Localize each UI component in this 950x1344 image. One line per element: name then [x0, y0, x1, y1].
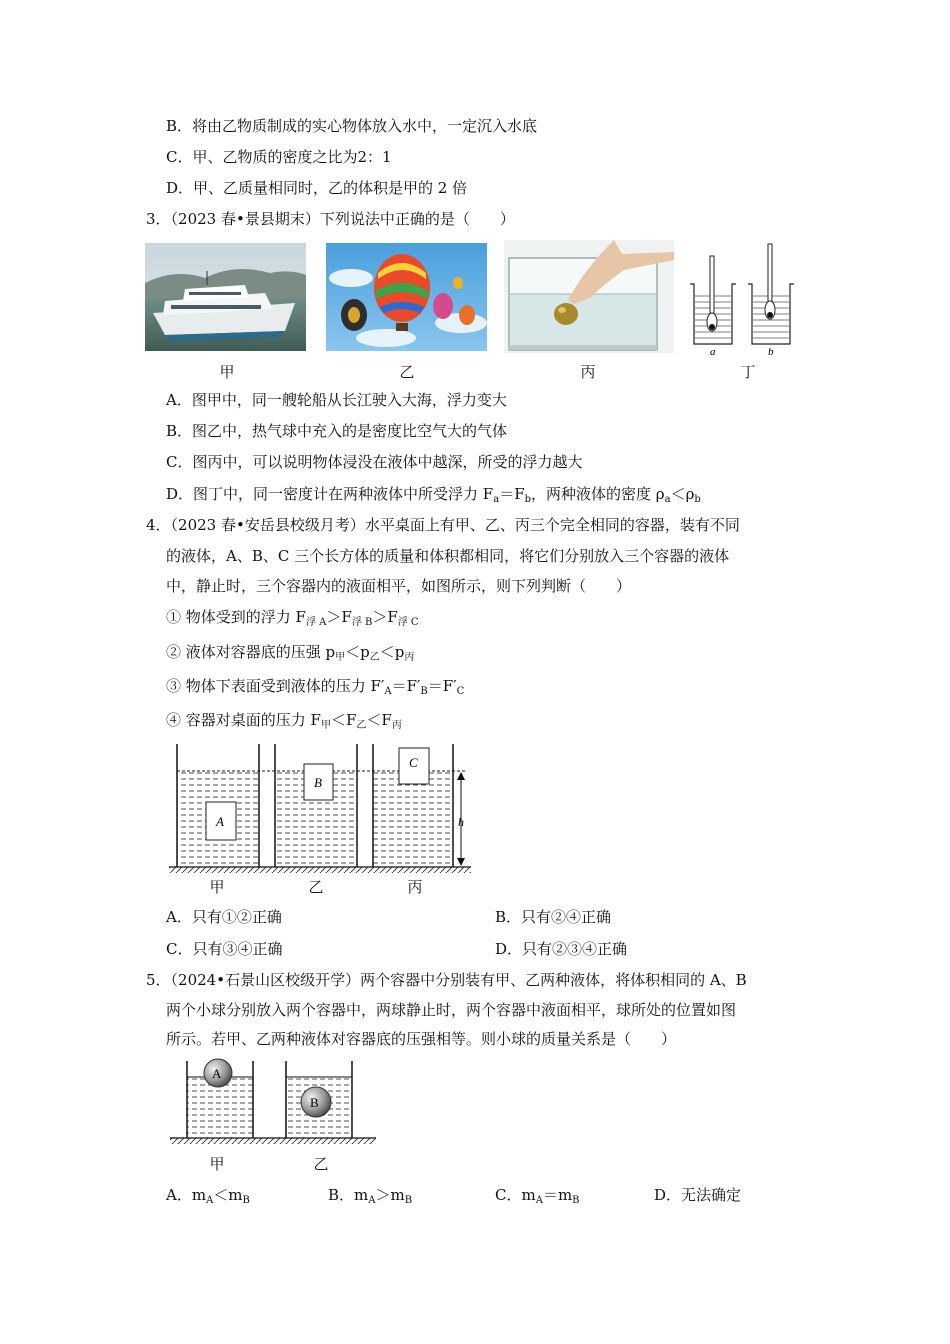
block-c-label: C [409, 755, 418, 770]
hydrometer-diagram [688, 240, 812, 358]
q4-statement-4: ④ 容器对桌面的压力 $F_甲<F_乙<F_丙$ [166, 711, 402, 731]
q2-option-c: C．甲、乙物质的密度之比为2：1 [166, 148, 392, 166]
q5-caption-yi: 乙 [313, 1155, 329, 1173]
q3-option-c: C．图丙中，可以说明物体浸没在液体中越深，所受的浮力越大 [166, 453, 583, 471]
q4-option-a: A．只有①②正确 [166, 908, 282, 926]
ball-a-label: A [212, 1066, 222, 1081]
q5-option-b: B．$m_A>m_B$ [328, 1186, 413, 1206]
ship-photo [145, 243, 306, 351]
q4-option-b: B．只有②④正确 [495, 908, 612, 926]
q4-stem-line3: 中，静止时，三个容器内的液面相平，如图所示，则下列判断（ ） [166, 577, 632, 595]
balloons-photo [326, 243, 487, 351]
q5-stem-line1: 5．（2024•石景山区校级开学）两个容器中分别装有甲、乙两种液体，将体积相同的 A、B [146, 971, 747, 989]
q5-stem-line2: 两个小球分别放入两个容器中，两球静止时，两个容器中液面相平，球所处的位置如图 [166, 1001, 737, 1019]
q2-option-d: D．甲、乙质量相同时，乙的体积是甲的 2 倍 [166, 179, 468, 197]
q3-caption-ding: 丁 [740, 363, 756, 381]
height-h-label: h [458, 815, 464, 829]
q3-option-b: B．图乙中，热气球中充入的是密度比空气大的气体 [166, 422, 508, 440]
q3-stem: 3．（2023 春•景县期末）下列说法中正确的是（ ） [146, 210, 515, 228]
q3-option-d: D．图丁中，同一密度计在两种液体中所受浮力 $F_a=F_b$，两种液体的密度 $\rho_a<\rho_b$ [166, 485, 701, 505]
water-tank-photo [504, 240, 674, 353]
q5-option-d: D．无法确定 [654, 1186, 742, 1204]
q5-option-a: A．$m_A<m_B$ [166, 1186, 250, 1206]
block-a-label: A [216, 814, 224, 829]
q4-stem-line1: 4．（2023 春•安岳县校级月考）水平桌面上有甲、乙、丙三个完全相同的容器，装有不同 [146, 516, 740, 534]
q4-stem-line2: 的液体，A、B、C 三个长方体的质量和体积都相同，将它们分别放入三个容器的液体 [166, 547, 730, 565]
q3-caption-yi: 乙 [399, 363, 415, 381]
q5-option-c: C．$m_A=m_B$ [495, 1186, 580, 1206]
q4-option-c: C．只有③④正确 [166, 940, 283, 958]
block-b-label: B [314, 775, 322, 790]
ball-b-label: B [310, 1095, 319, 1110]
beaker-label-b: b [768, 346, 774, 358]
q4-option-d: D．只有②③④正确 [495, 940, 628, 958]
q5-caption-jia: 甲 [209, 1155, 225, 1173]
q5-stem-line3: 所示。若甲、乙两种液体对容器底的压强相等。则小球的质量关系是（ ） [166, 1030, 677, 1048]
two-containers-diagram [168, 1058, 380, 1150]
q4-caption-jia: 甲 [209, 878, 225, 896]
q3-caption-bing: 丙 [580, 363, 596, 381]
q3-option-a: A．图甲中，同一艘轮船从长江驶入大海，浮力变大 [166, 391, 507, 409]
q4-caption-bing: 丙 [407, 878, 423, 896]
q4-statement-1: ① 物体受到的浮力 $F_{浮 A}>F_{浮 B}>F_{浮 C}$ [166, 608, 419, 628]
q4-statement-2: ② 液体对容器底的压强 $p_甲<p_乙<p_丙$ [166, 643, 415, 663]
q2-option-b: B．将由乙物质制成的实心物体放入水中，一定沉入水底 [166, 117, 538, 135]
q4-caption-yi: 乙 [308, 878, 324, 896]
q3-caption-jia: 甲 [219, 363, 235, 381]
q4-statement-3: ③ 物体下表面受到液体的压力 $F'_A=F'_B=F'_C$ [166, 677, 465, 697]
beaker-label-a: a [710, 346, 716, 358]
three-containers-diagram [165, 740, 477, 880]
